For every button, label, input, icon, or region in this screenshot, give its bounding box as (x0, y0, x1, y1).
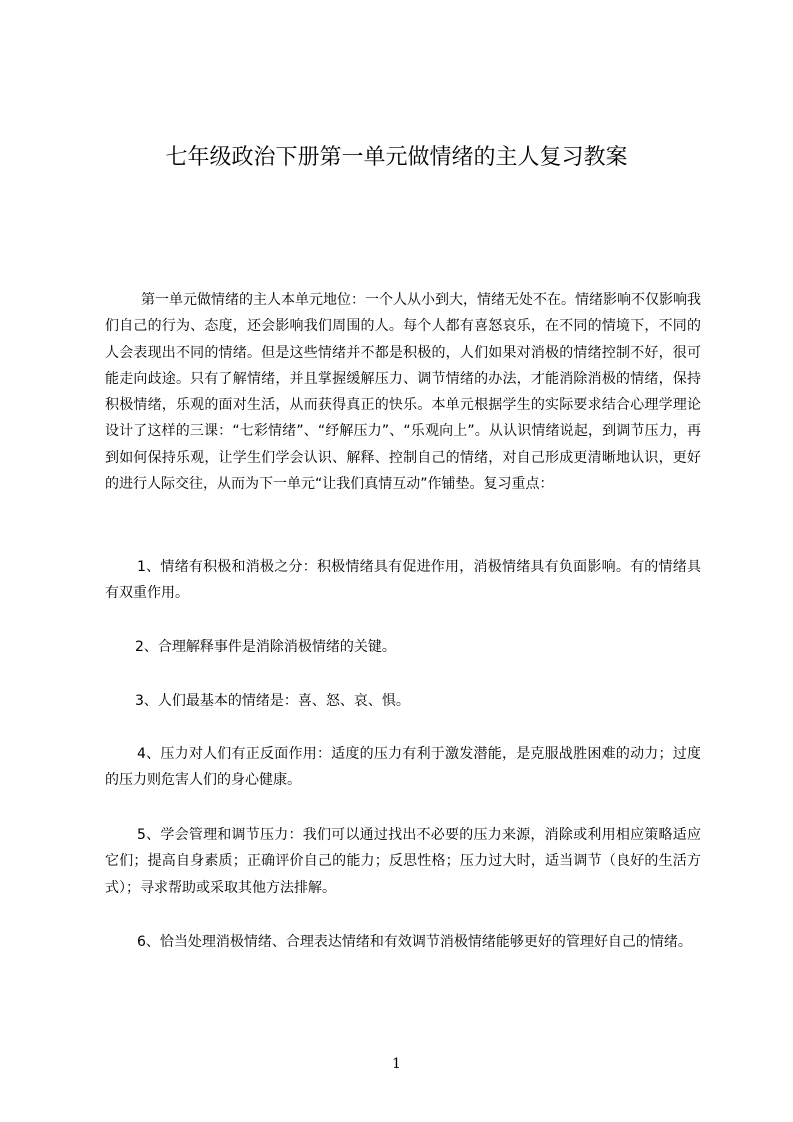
document-title: 七年级政治下册第一单元做情绪的主人复习教案 (165, 145, 628, 170)
review-point-3: 3、人们最基本的情绪是：喜、怒、哀、惧。 (135, 693, 410, 709)
review-point-4: 4、压力对人们有正反面作用：适度的压力有利于激发潜能，是克服战胜困难的动力；过度的压力则危害人们的身心健康。 (105, 746, 701, 789)
review-point-6: 6、恰当处理消极情绪、合理表达情绪和有效调节消极情绪能够更好的管理好自己的情绪。 (137, 934, 692, 950)
page-number: 1 (392, 1056, 401, 1072)
intro-paragraph: 第一单元做情绪的主人本单元地位：一个人从小到大，情绪无处不在。情绪影响不仅影响我们自己的行为、态度，还会影响我们周围的人。每个人都有喜怒哀乐，在不同的情境下，不同的人会表现出不同的情绪。但是这些情绪并不都是积极的，人们如果对消极的情绪控制不好，很可能走向歧途。只有了解情绪，并且掌握缓解压力、调节情绪的办法，才能消除消极的情绪，保持积极情绪，乐观的面对生活，从而获得真正的快乐。本单元根据学生的实际要求结合心理学理论设计了这样的三课：“七彩情绪”、“纾解压力”、“乐观向上”。从认识情绪说起，到调节压力，再到如何保持乐观，让学生们学会认识、解释、控制自己的情绪，对自己形成更清晰地认识，更好的进行人际交往，从而为下一单元“让我们真情互动”作铺垫。复习重点： (105, 292, 701, 493)
review-point-2: 2、合理解释事件是消除消极情绪的关键。 (135, 639, 396, 655)
review-point-1: 1、情绪有积极和消极之分：积极情绪具有促进作用，消极情绪具有负面影响。有的情绪具有双重作用。 (105, 559, 701, 602)
review-point-5: 5、学会管理和调节压力：我们可以通过找出不必要的压力来源，消除或利用相应策略适应它们；提高自身素质；正确评价自己的能力；反思性格；压力过大时，适当调节（良好的生活方式）；寻求帮助或采取其他方法排解。 (105, 827, 701, 896)
